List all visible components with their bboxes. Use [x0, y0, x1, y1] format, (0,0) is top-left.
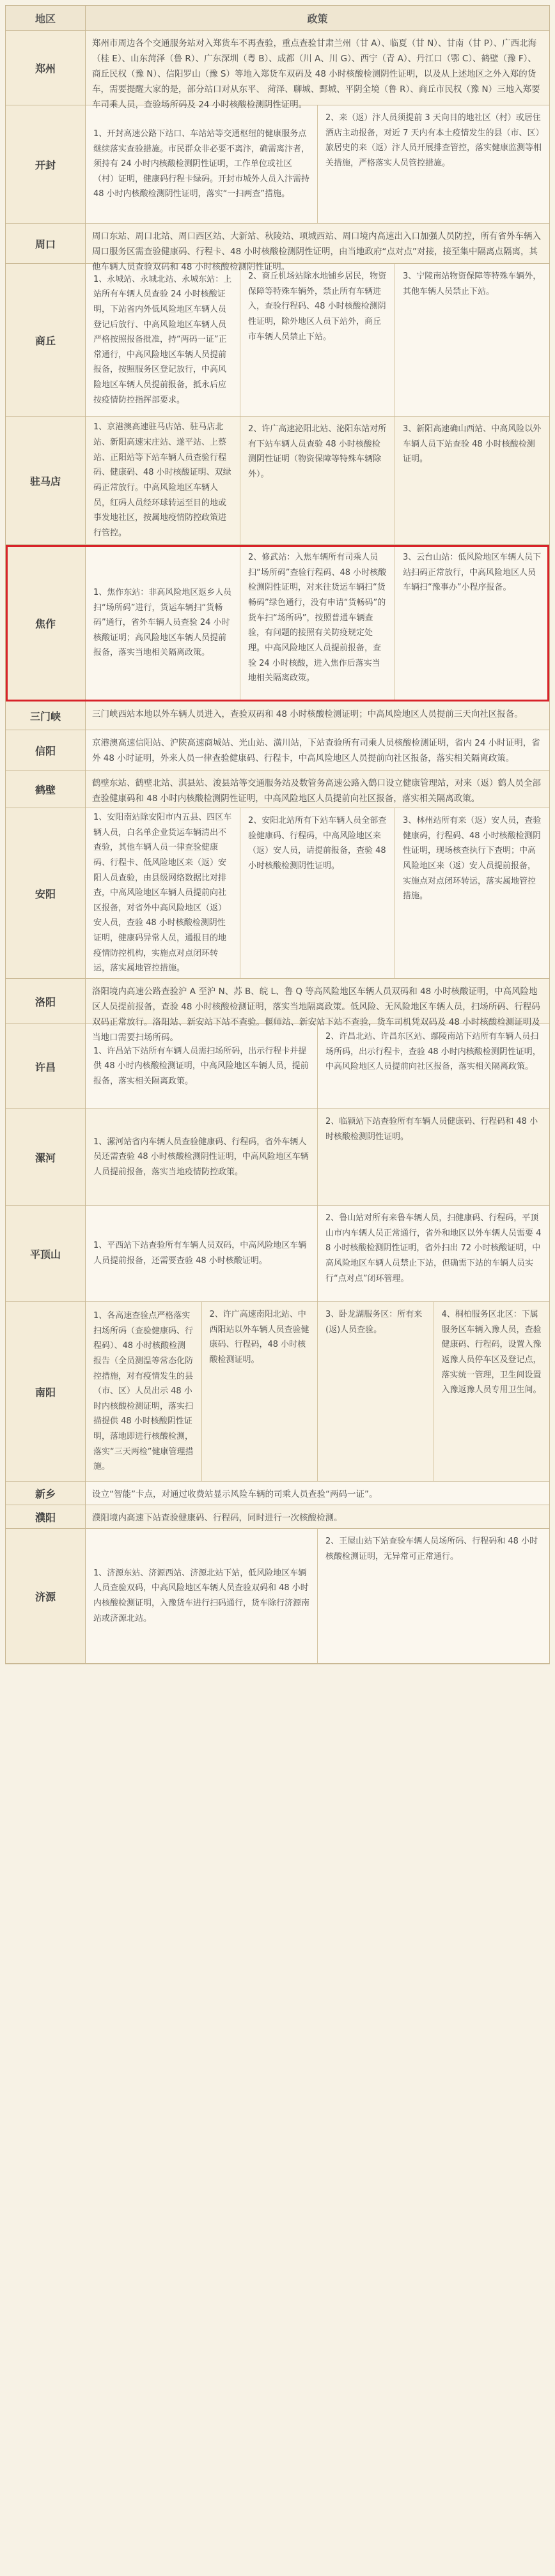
- region-name: 平顶山: [6, 1206, 86, 1301]
- policy-cell: [86, 545, 549, 701]
- policy-subcolumn: [318, 1109, 549, 1205]
- table-row: [6, 1109, 549, 1206]
- region-name: 信阳: [6, 730, 86, 770]
- policy-item-text: 3、新阳高速确山西站、中高风险以外车辆人员下站查验 48 小时核酸检测证明。: [403, 424, 542, 464]
- table-row: [6, 1302, 549, 1482]
- policy-item-text: 1、各高速查验点严格落实扫场所码（查验健康码、行程码）、48 小时核酸检测报告（全员测温等常态化防控措施，对有疫情发生的县（市、区）人员出示 48 小时内核酸检测证明，落实扫描提供 48 小时核酸阴性证明，落地即进行核酸检测，落实“三天两检”健康管理措施。: [93, 1310, 194, 1472]
- policy-subcolumn: [318, 1024, 549, 1108]
- policy-subcolumn: [395, 417, 549, 544]
- policy-cell: [86, 1482, 549, 1505]
- policy-item-text: 1、京港澳高速驻马店站、驻马店北站、新阳高速宋庄站、遂平站、上蔡站、正阳站等下站车辆人员查验行程码、健康码、48 小时核酸证明、双绿码正常放行。中高风险地区车辆人员，红码人员经环球转运至目的地或事发地社区，按属地疫情防控政策进行管控。: [93, 422, 231, 538]
- policy-item-text: 1、安阳南站除安阳市内五县、四区车辆人员，白名单企业货运车辆清出不查验，其他车辆人员一律查验健康码、行程卡、低风险地区来（返）安阳人员查验，由县级网络数据比对排查，中高风险地区车辆人员提前向社区报备，对省外中高风险地区（返）安人员，查验 48 小时核酸检测阴性证明，健康码异常人员，通报目的地疫情防控机构，实施点对点闭环转运，落实属地管控措施。: [93, 812, 232, 974]
- policy-cell: [86, 31, 549, 111]
- policy-item-text: 2、商丘机场站除水地铺乡居民，物资保障等特殊车辆外，禁止所有车辆进入，查验行程码、48 小时核酸检测阴性证明，除外地区人员下站外，商丘市车辆人员禁止下站。: [248, 272, 387, 342]
- policy-cell: [86, 224, 549, 273]
- policy-item-text: 2、修武站：入焦车辆所有司乘人员扫“场所码”查验行程码、48 小时核酸检测阴性证明，对来往货运车辆扫“货畅码”绿色通行，没有申请“货畅码”的货车扫“场所码”，按照普通车辆查验，有问题的接照有关防疫规定处理。中高风险地区人员提前报备，查验 24 小时核酸，进入焦作后落实当地相关隔离政策。: [248, 553, 387, 684]
- policy-text: 鹤壁东站、鹤壁北站、淇县站、浚县站等交通服务站及数管务高速公路入鹤口设立健康管理站，对来（返）鹤人员全部查验健康码和 48 小时内核酸检测阴性证明，中高风险地区人员提前向社区报备，落实相关隔离政策。: [92, 778, 541, 804]
- policy-cell: [86, 1206, 549, 1301]
- region-name: 驻马店: [6, 417, 86, 544]
- table-row: [6, 31, 549, 111]
- policy-cell: [86, 770, 549, 808]
- policy-subcolumns: [86, 1109, 549, 1205]
- policy-item-text: 2、许昌北站、许昌东区站、鄢陵南站下站所有车辆人员扫场所码，出示行程卡，查验 48 小时内核酸检测阴性证明，中高风险地区人员提前向社区报备，落实相关隔离政策。: [325, 1032, 541, 1072]
- header-region: 地区: [6, 6, 86, 30]
- policy-subcolumn: [86, 105, 318, 223]
- table-header: [6, 6, 549, 31]
- policy-subcolumn: [86, 264, 240, 416]
- table-row: [6, 730, 549, 770]
- policy-subcolumns: [86, 1206, 549, 1301]
- region-name: 漯河: [6, 1109, 86, 1205]
- policy-item-text: 3、云台山站：低风险地区车辆人员下站扫码正常放行，中高风险地区人员车辆扫“豫事办”小程序报备。: [403, 553, 542, 593]
- policy-item-text: 2、安阳北站所有下站车辆人员全部查验健康码、行程码，中高风险地区来（返）安人员，请提前报备，查验 48 小时核酸检测阴性证明。: [248, 816, 387, 871]
- table-row: [6, 808, 549, 979]
- policy-item-text: 1、焦作东站：非高风险地区返乡人员扫“场所码”进行，货运车辆扫“货畅码”通行，省外车辆人员查验 24 小时核酸证明；高风险地区车辆人员提前报备，落实当地相关隔离政策。: [93, 587, 232, 658]
- table-body: [6, 31, 549, 1664]
- policy-subcolumns: [86, 1302, 549, 1481]
- policy-item-text: 2、鲁山站对所有来鲁车辆人员，扫健康码、行程码，平顶山市内车辆人员正常通行，省外和地区以外车辆人员需要 48 小时核酸检测阴性证明，省外扫出 72 小时核酸证明，中高风险地区车辆人员禁止下站，但确需下站的车辆人员实行“点对点”闭环管理。: [325, 1213, 542, 1284]
- policy-subcolumns: [86, 264, 549, 416]
- policy-item-text: 1、开封高速公路下站口、车站站等交通枢纽的健康服务点继续落实查验措施。市民群众非必要不离汴，确需离汴者，须持有 24 小时内核酸检测阴性证明，工作单位或社区（村）证明，健康码行程卡绿码。开封市城外人员入汴需持 48 小时内核酸检测阴性证明，落实“一扫两查”措施。: [93, 128, 310, 199]
- policy-item-text: 1、平西站下站查验所有车辆人员双码，中高风险地区车辆人员提前报备，还需要查验 48 小时核酸证明。: [93, 1241, 307, 1266]
- policy-cell: [86, 979, 549, 1043]
- region-name: 洛阳: [6, 979, 86, 1023]
- policy-subcolumn: [240, 264, 395, 416]
- policy-subcolumn: [318, 1206, 549, 1301]
- table-row: [6, 979, 549, 1043]
- policy-subcolumn: [318, 105, 549, 223]
- region-name: 濮阳: [6, 1505, 86, 1528]
- policy-cell: [86, 1529, 549, 1663]
- policy-item-text: 2、许广高速泌阳北站、泌阳东站对所有下站车辆人员查验 48 小时核酸检测阴性证明（物资保障等特殊车辆除外）。: [248, 424, 387, 479]
- region-name: 鹤壁: [6, 770, 86, 808]
- region-name: 郑州: [6, 31, 86, 105]
- policy-subcolumn: [86, 1206, 318, 1301]
- region-name: 周口: [6, 224, 86, 263]
- policy-cell: [86, 808, 549, 978]
- region-name: 南阳: [6, 1302, 86, 1481]
- policy-item-text: 2、许广高速南阳北站、中西阳站以外车辆人员查验健康码、行程码，48 小时核酸检测证明。: [209, 1310, 309, 1365]
- policy-item-text: 1、济源东站、济源西站、济源北站下站，低风险地区车辆人员查验双码，中高风险地区车辆人员查验双码和 48 小时内核酸检测证明，入豫货车进行扫码通行，货车除行济源南站或济源北站。: [93, 1568, 310, 1623]
- table-row: [6, 105, 549, 224]
- policy-subcolumns: [86, 808, 549, 978]
- policy-item-text: 3、宁陵南站物资保障等特殊车辆外，其他车辆人员禁止下站。: [403, 272, 542, 296]
- policy-subcolumn: [86, 417, 240, 544]
- table-row: [6, 417, 549, 545]
- policy-subcolumn: [395, 545, 549, 701]
- region-name: 商丘: [6, 264, 86, 416]
- policy-cell: [86, 702, 549, 730]
- policy-cell: [86, 1302, 549, 1481]
- policy-subcolumn: [240, 417, 395, 544]
- policy-subcolumn: [434, 1302, 550, 1481]
- policy-subcolumns: [86, 1024, 549, 1108]
- table-row: [6, 1206, 549, 1302]
- table-row: [6, 1024, 549, 1109]
- policy-item-text: 2、临颍站下站查验所有车辆人员健康码、行程码和 48 小时核酸检测阴性证明。: [325, 1117, 538, 1142]
- table-row: [6, 1529, 549, 1664]
- region-name: 焦作: [6, 545, 86, 701]
- region-name: 新乡: [6, 1482, 86, 1505]
- policy-text: 设立“智能”卡点，对通过收费站显示风险车辆的司乘人员查验“两码一证”。: [92, 1489, 378, 1499]
- region-name: 济源: [6, 1529, 86, 1663]
- table-row: [6, 1482, 549, 1505]
- policy-item-text: 3、卧龙湖服务区：所有来(返)人员查验。: [325, 1310, 423, 1335]
- policy-subcolumn: [240, 808, 395, 978]
- policy-text: 京港澳高速信阳站、沪陕高速商城站、光山站、潢川站，下站查验所有司乘人员核酸检测证明，省内 24 小时证明，省外 48 小时证明，外来人员一律查验健康码、行程卡，中高风险地区人员提前向社区报备，落实相关隔离政策。: [92, 738, 540, 764]
- policy-subcolumn: [318, 1529, 549, 1663]
- policy-subcolumn: [318, 1302, 434, 1481]
- policy-subcolumn: [202, 1302, 318, 1481]
- policy-text: 濮阳境内高速下站查验健康码、行程码，同时进行一次核酸检测。: [92, 1513, 343, 1523]
- policy-text: 郑州市周边各个交通服务站对入郑货车不再查验，重点查验甘肃兰州（甘 A）、临夏（甘 N）、甘南（甘 P）、广西北海（桂 E）、山东菏泽（鲁 R）、广东深圳（粤 B）、成都（川 A、川 G）、西宁（青 A）、丹江口（鄂 C）、鹤壁（豫 F）、商丘民权（豫 N）、信阳罗山（豫 S）等地入郑货车双码及 48 小时核酸检测阴性证明，以及从上述地区之外入郑的货车，需要提醒大家的是，部分站口对从东平、 菏泽、聊城、鄄城、平阴全境（鲁 R）、商丘市民权（豫 N）三地入郑要车司乘人员，查验场所码及 24 小时核酸检测阴性证明。: [92, 38, 540, 111]
- table-row: [6, 224, 549, 273]
- policy-item-text: 3、林州站所有来（返）安人员，查验健康码，行程码、48 小时核酸检测阴性证明，现场核查执行下查明；中高风险地区来（返）安人员提前报备，实施点对点闭环转运，落实属地管控措施。: [403, 816, 542, 901]
- policy-subcolumns: [86, 105, 549, 223]
- policy-text: 洛阳境内高速公路查验沪 A 至沪 N、苏 B、皖 L、鲁 Q 等高风险地区车辆人员双码和 48 小时核酸证明，中高风险地区人员提前报备，查验 48 小时核酸检测证明，落实当地隔离政策。低风险、无风险地区车辆人员，扫场所码、行程码双码正常放行。洛阳站、新安站下站不查验。偃师站、新安站下站不查验，货车司机凭双码及 48 小时核酸检测证明及当地口需要扫场所码。: [92, 986, 540, 1043]
- policy-cell: [86, 1024, 549, 1108]
- policy-text: 三门峡西站本地以外车辆人员进入，查验双码和 48 小时核酸检测证明；中高风险地区人员提前三天向社区报备。: [92, 709, 523, 719]
- policy-subcolumn: [86, 1529, 318, 1663]
- policy-cell: [86, 264, 549, 416]
- table-row: [6, 545, 549, 702]
- policy-subcolumn: [395, 808, 549, 978]
- policy-subcolumn: [86, 1024, 318, 1108]
- region-name: 三门峡: [6, 702, 86, 730]
- table-row: [6, 770, 549, 808]
- policy-cell: [86, 417, 549, 544]
- policy-item-text: 2、来（返）汴人员须提前 3 天向目的地社区（村）或居住酒店主动报备，对近 7 天内有本土疫情发生的县（市、区）旅居史的来（返）汴人员开展排查管控，落实健康监测等相关措施，严格落实人员管控措施。: [325, 113, 542, 168]
- policy-table: [5, 5, 550, 1664]
- policy-subcolumn: [86, 545, 240, 701]
- policy-cell: [86, 1109, 549, 1205]
- policy-item-text: 1、永城站、永城北站、永城东站：上站所有车辆人员查验 24 小时核酸证明，下站省内外低风险地区车辆人员登记后放行、中高风险地区车辆人员严格按照报备批准，持“两码一证”正常通行，中高风险地区车辆人员提前报备，按照服务区登记放行，中高风险地区车辆人员提前报备，抵永后应按疫情防控指挥部要求。: [93, 274, 232, 405]
- region-name: 许昌: [6, 1024, 86, 1108]
- policy-text: 周口东站、周口北站、周口西区站、大新站、秋陵站、项城西站、周口境内高速出入口加强人员防控，所有省外车辆入周口服务区需查验健康码、行程卡、48 小时核酸检测阴性证明，由当地政府“点对点”对接，接至集中隔离点隔离，其他车辆人员查验双码和 48 小时核酸检测阴性证明。: [92, 231, 541, 273]
- region-name: 安阳: [6, 808, 86, 978]
- policy-cell: [86, 105, 549, 223]
- policy-item-text: 1、漯河站省内车辆人员查验健康码、行程码，省外车辆人员还需查验 48 小时核酸检测阴性证明，中高风险地区车辆人员提前报备，落实当地疫情防控政策。: [93, 1137, 309, 1177]
- table-row: [6, 1505, 549, 1529]
- policy-subcolumn: [86, 1109, 318, 1205]
- policy-subcolumn: [86, 808, 240, 978]
- header-policy: 政策: [307, 12, 328, 25]
- policy-item-text: 2、王屋山站下站查验车辆人员场所码、行程码和 48 小时核酸检测证明，无异常可正常通行。: [325, 1537, 538, 1561]
- policy-item-text: 4、桐柏服务区北区：下属服务区车辆入豫人员，查验健康码、行程码，设置入豫返豫人员停车区及登记点，落实统一管理，卫生间设置入豫返豫人员专用卫生间。: [441, 1310, 542, 1395]
- table-row: [6, 264, 549, 417]
- policy-cell: [86, 1505, 549, 1528]
- policy-cell: [86, 730, 549, 770]
- policy-subcolumn: [240, 545, 395, 701]
- policy-subcolumns: [86, 417, 549, 544]
- policy-subcolumns: [86, 1529, 549, 1663]
- policy-subcolumns: [86, 545, 549, 701]
- policy-item-text: 1、许昌站下站所有车辆人员需扫场所码，出示行程卡并提供 48 小时内核酸检测证明，中高风险地区车辆人员，提前报备，落实相关隔离政策。: [93, 1046, 309, 1086]
- table-row: [6, 702, 549, 730]
- region-name: 开封: [6, 105, 86, 223]
- policy-subcolumn: [395, 264, 549, 416]
- policy-subcolumn: [86, 1302, 202, 1481]
